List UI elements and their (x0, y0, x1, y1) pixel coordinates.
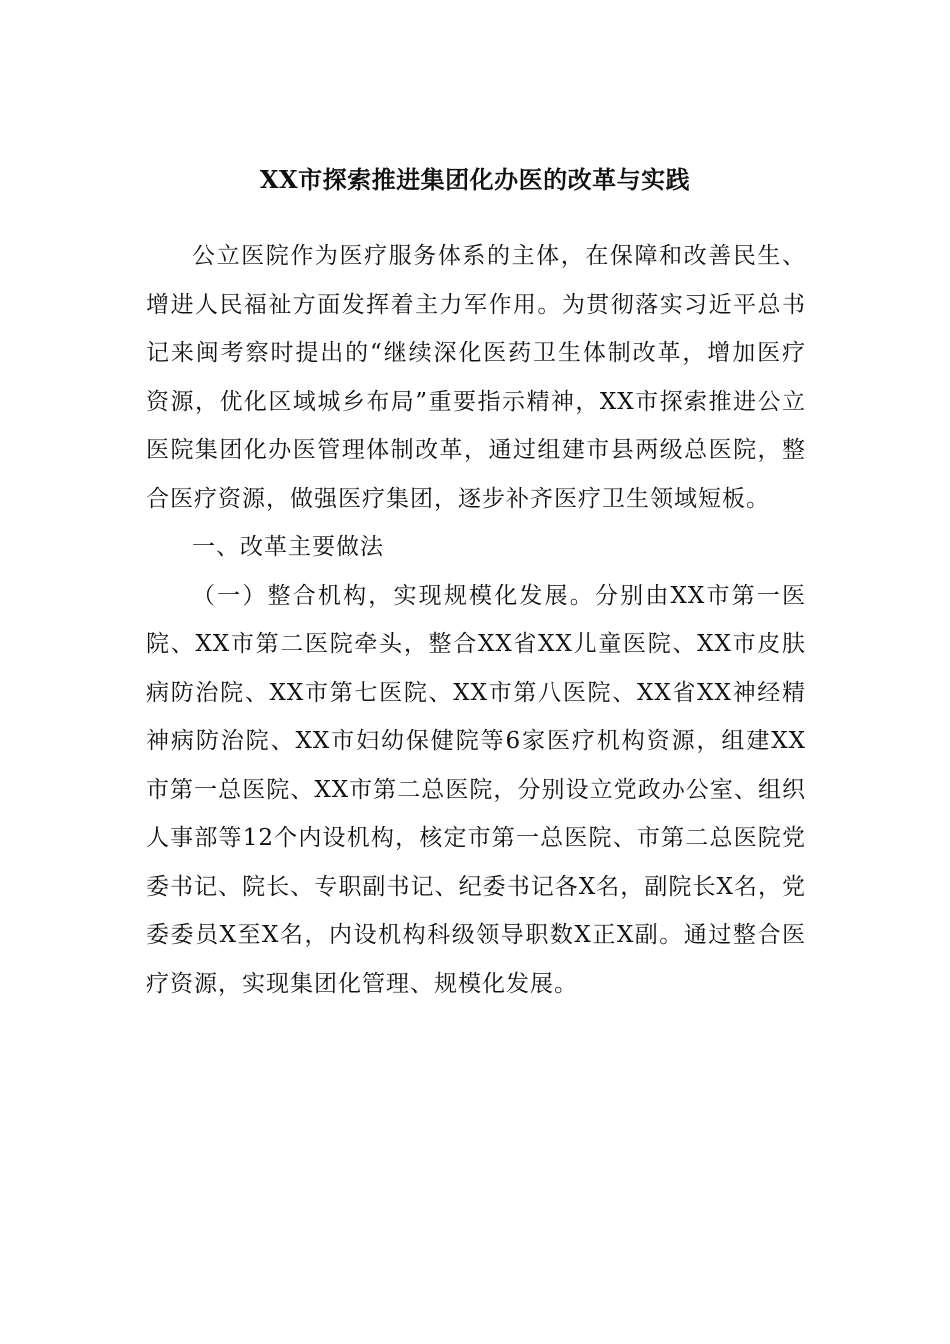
section-heading: 一、改革主要做法 (192, 534, 384, 560)
paragraph-intro: 公立医院作为医疗服务体系的主体，在保障和改善民生、增进人民福祉方面发挥着主力军作用。为贯彻落实习近平总书记来闽考察时提出的“继续深化医药卫生体制改革，增加医疗资源，优化区域城乡布局”重要指示精神，XX市探索推进公立医院集团化办医管理体制改革，通过组建市县两级总医院，整合医疗资源，做强医疗集团，逐步补齐医疗卫生领域短板。 (146, 243, 806, 512)
document-body (146, 232, 806, 1008)
document-title: XX市探索推进集团化办医的改革与实践 (259, 165, 691, 194)
paragraph-section-1: （一）整合机构，实现规模化发展。分别由XX市第一医院、XX市第二医院牵头，整合XX省XX儿童医院、XX市皮肤病防治院、XX市第七医院、XX市第八医院、XX省XX神经精神病防治院、XX市妇幼保健院等6家医疗机构资源，组建XX市第一总医院、XX市第二总医院，分别设立党政办公室、组织人事部等12个内设机构，核定市第一总医院、市第二总医院党委书记、院长、专职副书记、纪委书记各X名，副院长X名，党委委员X至X名，内设机构科级领导职数X正X副。通过整合医疗资源，实现集团化管理、规模化发展。 (146, 582, 806, 997)
